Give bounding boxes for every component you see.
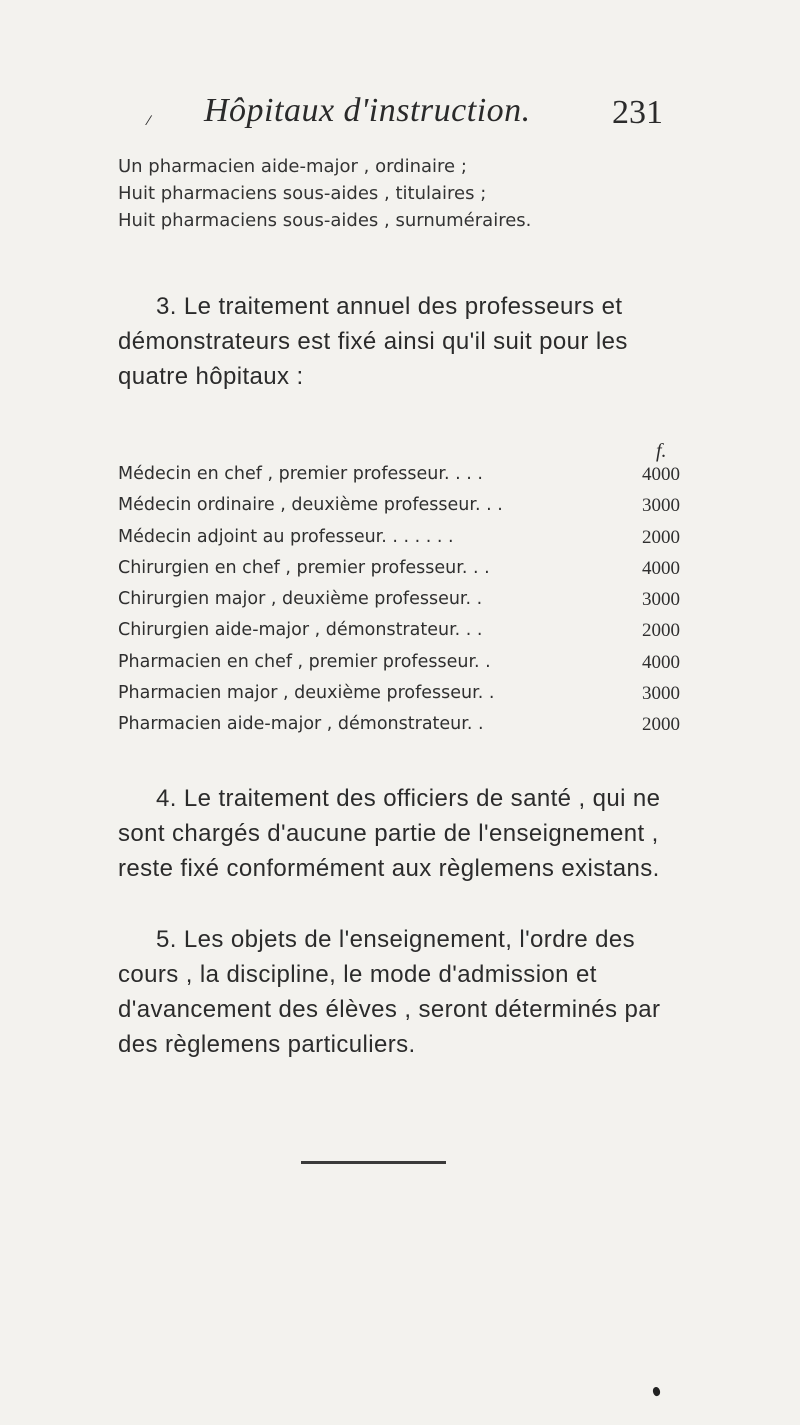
salary-amount: 4000 (642, 557, 680, 579)
salary-amount: 2000 (642, 526, 680, 548)
salary-title: Pharmacien en chef , premier professeur. . (118, 651, 491, 672)
salary-amount: 3000 (642, 495, 680, 517)
article-3-paragraph (118, 289, 678, 394)
currency-unit: f. (656, 440, 667, 462)
ink-blot (652, 1386, 662, 1397)
salary-row (118, 558, 680, 589)
salary-amount: 3000 (642, 589, 680, 611)
salary-title: Pharmacien major , deuxième professeur. . (118, 683, 495, 704)
salary-row (118, 589, 680, 620)
salary-amount: 2000 (642, 714, 680, 736)
page-number: 231 (612, 94, 663, 131)
salary-amount: 4000 (642, 464, 680, 485)
salary-row (118, 652, 680, 683)
salary-row (118, 714, 680, 745)
salary-row (118, 527, 680, 558)
salary-title: Médecin ordinaire , deuxième professeur. . . (118, 495, 503, 516)
staff-line: Un pharmacien aide-major , ordinaire ; (118, 156, 467, 177)
salary-title: Chirurgien en chef , premier professeur. . . (118, 557, 490, 578)
article-4-paragraph (118, 781, 678, 886)
salary-amount: 2000 (642, 620, 680, 642)
page-header (0, 92, 800, 142)
salary-row (118, 620, 680, 651)
salary-title: Médecin en chef , premier professeur. . . . (118, 464, 483, 484)
closing-rule (301, 1161, 446, 1164)
salary-table (118, 464, 680, 746)
salary-amount: 3000 (642, 683, 680, 705)
salary-row (118, 464, 680, 495)
article-5-text: 5. Les objets de l'enseignement, l'ordre des cours , la discipline, le mode d'admission et d'avancement des élèves , seront déterminés par des règlemens particuliers. (118, 926, 661, 1058)
salary-title: Chirurgien aide-major , démonstrateur. . . (118, 620, 483, 641)
header-mark: ∕ (148, 112, 151, 128)
article-5-paragraph (118, 922, 678, 1062)
salary-amount: 4000 (642, 651, 680, 673)
salary-title: Pharmacien aide-major , démonstrateur. . (118, 714, 484, 735)
staff-line: Huit pharmaciens sous-aides , surnuméraires. (118, 210, 532, 231)
staff-list (118, 153, 678, 234)
salary-title: Chirurgien major , deuxième professeur. . (118, 589, 483, 610)
staff-line: Huit pharmaciens sous-aides , titulaires ; (118, 183, 487, 204)
article-3-text: 3. Le traitement annuel des professeurs et démonstrateurs est fixé ainsi qu'il suit pour les quatre hôpitaux : (118, 293, 628, 390)
article-4-text: 4. Le traitement des officiers de santé , qui ne sont chargés d'aucune partie de l'enseignement , reste fixé conformément aux règlemens existans. (118, 785, 661, 882)
salary-row (118, 683, 680, 714)
salary-row (118, 495, 680, 526)
running-title: Hôpitaux d'instruction. (204, 92, 531, 129)
salary-title: Médecin adjoint au professeur. . . . . . . (118, 526, 454, 547)
